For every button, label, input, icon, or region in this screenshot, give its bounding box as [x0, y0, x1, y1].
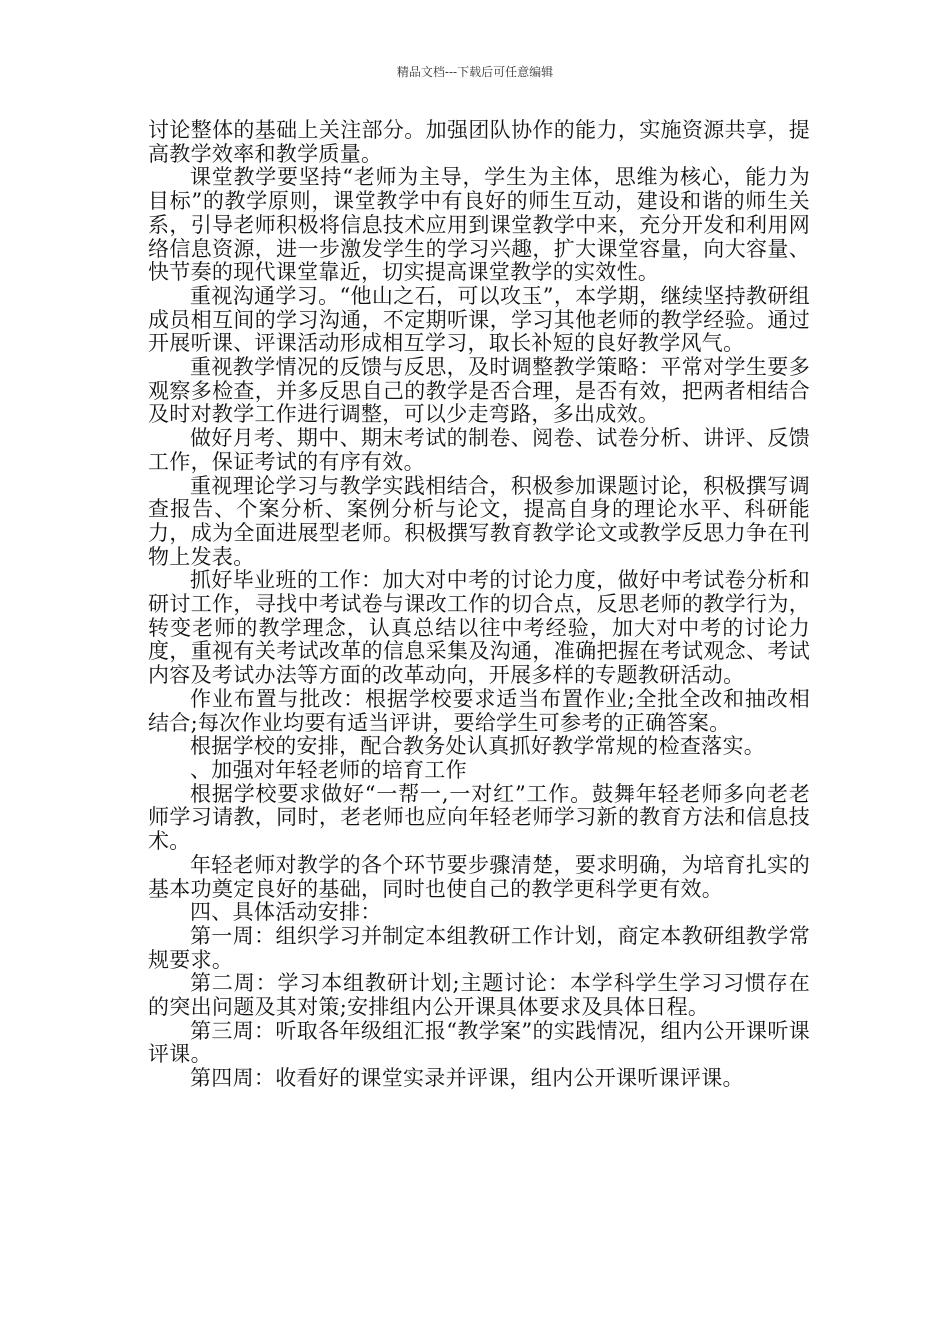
paragraph: 根据学校的安排，配合教务处认真抓好教学常规的检查落实。: [190, 734, 766, 759]
section-heading: 四、具体活动安排：: [190, 900, 382, 925]
schedule-item: 第一周：组织学习并制定本组教研工作计划，商定本教研组教学常规要求。: [148, 923, 810, 972]
paragraph: 作业布置与批改：根据学校要求适当布置作业;全批全改和抽改相结合;每次作业均要有适当评讲，要给学生可参考的正确答案。: [148, 686, 810, 735]
paragraph: 抓好毕业班的工作：加大对中考的讨论力度，做好中考试卷分析和研讨工作，寻找中考试卷与课改工作的切合点，反思老师的教学行为，转变老师的教学理念，认真总结以往中考经验，加大对中考的讨论力度，重视有关考试改革的信息采集及沟通，准确把握在考试观念、考试内容及考试办法等方面的改革动向，开展多样的专题教研活动。: [148, 568, 810, 688]
schedule-item: 第四周：收看好的课堂实录并评课，组内公开课听课评课。: [190, 1066, 744, 1091]
paragraph: 年轻老师对教学的各个环节要步骤清楚，要求明确，为培育扎实的基本功奠定良好的基础，同时也使自己的教学更科学更有效。: [148, 852, 810, 901]
document-body: [148, 119, 810, 1091]
section-heading: 、加强对年轻老师的培育工作: [190, 757, 467, 782]
paragraph: 重视沟通学习。“他山之石，可以攻玉”，本学期，继续坚持教研组成员相互间的学习沟通，不定期听课，学习其他老师的教学经验。通过开展听课、评课活动形成相互学习，取长补短的良好教学风气。: [148, 283, 810, 356]
page-header: 精品文档---下载后可任意编辑: [396, 65, 554, 79]
paragraph: 重视教学情况的反馈与反思，及时调整教学策略：平常对学生要多观察多检查，并多反思自己的教学是否合理，是否有效，把两者相结合及时对教学工作进行调整，可以少走弯路，多出成效。: [148, 355, 810, 427]
schedule-item: 第三周：听取各年级组汇报“教学案”的实践情况，组内公开课听课评课。: [148, 1018, 810, 1067]
paragraph: 讨论整体的基础上关注部分。加强团队协作的能力，实施资源共享，提高教学效率和教学质量。: [148, 118, 810, 166]
schedule-item: 第二周：学习本组教研计划;主题讨论：本学科学生学习习惯存在的突出问题及其对策;安排组内公开课具体要求及具体日程。: [148, 971, 810, 1020]
paragraph: 重视理论学习与教学实践相结合，积极参加课题讨论，积极撰写调查报告、个案分析、案例分析与论文，提高自身的理论水平、科研能力，成为全面进展型老师。积极撰写教育教学论文或教学反思力争在刊物上发表。: [148, 473, 810, 569]
paragraph: 做好月考、期中、期末考试的制卷、阅卷、试卷分析、讲评、反馈工作，保证考试的有序有效。: [148, 426, 810, 474]
paragraph: 课堂教学要坚持“老师为主导，学生为主体，思维为核心，能力为目标”的教学原则，课堂教学中有良好的师生互动，建设和谐的师生关系，引导老师积极将信息技术应用到课堂教学中来，充分开发和利用网络信息资源，进一步激发学生的学习兴趣，扩大课堂容量，向大容量、快节奏的现代课堂靠近，切实提高课堂教学的实效性。: [148, 165, 810, 285]
paragraph: 根据学校要求做好“一帮一,一对红”工作。鼓舞年轻老师多向老老师学习请教，同时，老老师也应向年轻老师学习新的教育方法和信息技术。: [148, 781, 810, 854]
